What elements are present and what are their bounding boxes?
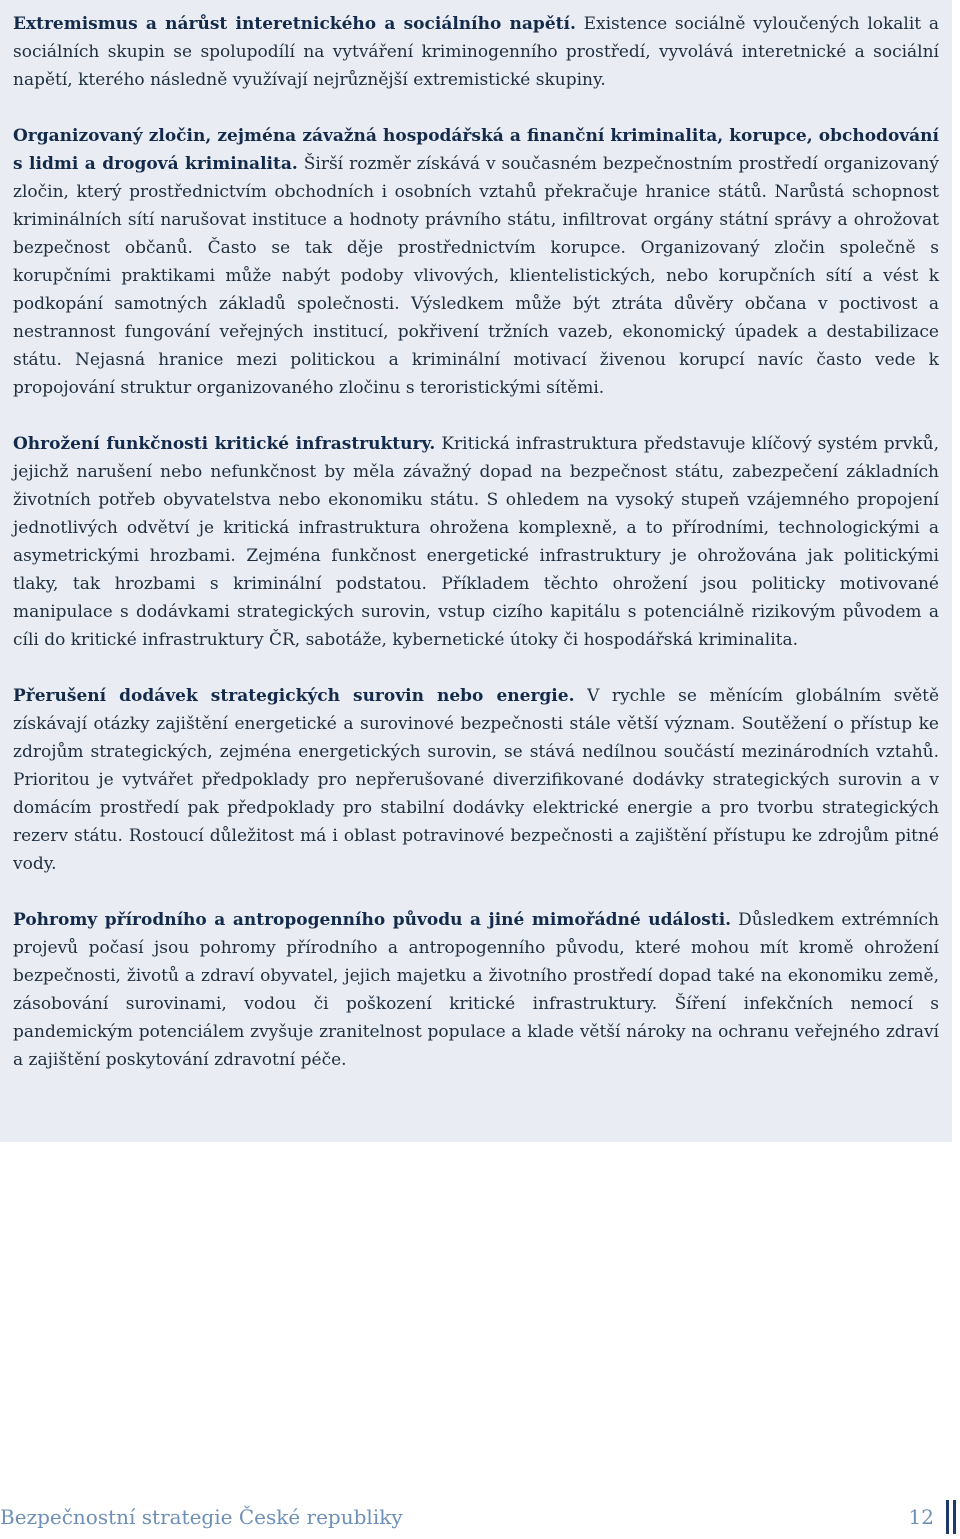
section-strategic-supplies [13, 682, 939, 878]
section-title: Ohrožení funkčnosti kritické infrastruktury. [13, 434, 436, 454]
section-natural-disasters [13, 906, 939, 1074]
footer-document-title: Bezpečnostní strategie České republiky [0, 1505, 403, 1529]
page-number: 12 [908, 1505, 934, 1529]
section-organized-crime [13, 122, 939, 402]
section-text: Důsledkem extrémních projevů počasí jsou pohromy přírodního a antropogenního původu, které mohou mít kromě ohrožení bezpečnosti, životů a zdraví obyvatel, jejich majetku a životního prostředí dopad také na ekonomiku země, zásobování surovinami, vodou či poškození kritické infrastruktury. Šíření infekčních nemocí s pandemickým potenciálem zvyšuje zranitelnost populace a klade větší nároky na ochranu veřejného zdraví a zajištění poskytování zdravotní péče. [13, 910, 939, 1070]
page-footer [0, 1500, 960, 1534]
footer-bars-decoration [942, 1500, 960, 1534]
section-text: Existence sociálně vyloučených lokalit a sociálních skupin se spolupodílí na vytváření kriminogenního prostředí, vyvolává interetnické a sociální napětí, kterého následně využívají nejrůznější extremistické skupiny. [13, 14, 939, 90]
section-title: Pohromy přírodního a antropogenního původu a jiné mimořádné události. [13, 910, 732, 930]
section-title: Přerušení dodávek strategických surovin nebo energie. [13, 686, 575, 706]
footer-bar [953, 1500, 956, 1534]
section-critical-infrastructure [13, 430, 939, 654]
section-text: Širší rozměr získává v současném bezpečnostním prostředí organizovaný zločin, který prostřednictvím obchodních i osobních vztahů překračuje hranice států. Narůstá schopnost kriminálních sítí narušovat instituce a hodnoty právního státu, infiltrovat orgány státní správy a ohrožovat bezpečnost občanů. Často se tak děje prostřednictvím korupce. Organizovaný zločin společně s korupčními praktikami může nabýt podoby vlivových, klientelistických, nebo korupčních sítí a vést k podkopání samotných základů společnosti. Výsledkem může být ztráta důvěry občana v poctivost a nestrannost fungování veřejných institucí, pokřivení tržních vazeb, ekonomický úpadek a destabilizace státu. Nejasná hranice mezi politickou a kriminální motivací živenou korupcí navíc často vede k propojování struktur organizovaného zločinu s teroristickými sítěmi. [13, 154, 939, 398]
section-text: Kritická infrastruktura představuje klíčový systém prvků, jejichž narušení nebo nefunkčnost by měla závažný dopad na bezpečnost státu, zabezpečení základních životních potřeb obyvatelstva nebo ekonomiku státu. S ohledem na vysoký stupeň vzájemného propojení jednotlivých odvětví je kritická infrastruktura ohrožena komplexně, a to přírodními, technologickými a asymetrickými hrozbami. Zejména funkčnost energetické infrastruktury je ohrožována jak politickými tlaky, tak hrozbami s kriminální podstatou. Příkladem těchto ohrožení jsou politicky motivované manipulace s dodávkami strategických surovin, vstup cizího kapitálu s potenciálně rizikovým původem a cíli do kritické infrastruktury ČR, sabotáže, kybernetické útoky či hospodářská kriminalita. [13, 434, 940, 650]
section-title: Organizovaný zločin, zejména závažná hospodářská a finanční kriminalita, korupce, obchodování s lidmi a drogová kriminalita. [13, 126, 939, 174]
section-text: V rychle se měnícím globálním světě získávají otázky zajištění energetické a surovinové bezpečnosti stále větší význam. Soutěžení o přístup ke zdrojům strategických, zejména energetických surovin, se stává nedílnou součástí mezinárodních vztahů. Prioritou je vytvářet předpoklady pro nepřerušované diverzifikované dodávky strategických surovin a v domácím prostředí pak předpoklady pro stabilní dodávky elektrické energie a pro tvorbu strategických rezerv státu. Rostoucí důležitost má i oblast potravinové bezpečnosti a zajištění přístupu ke zdrojům pitné vody. [13, 686, 940, 874]
footer-bar [946, 1500, 949, 1534]
section-title: Extremismus a nárůst interetnického a sociálního napětí. [13, 14, 576, 34]
section-extremism [13, 10, 939, 94]
